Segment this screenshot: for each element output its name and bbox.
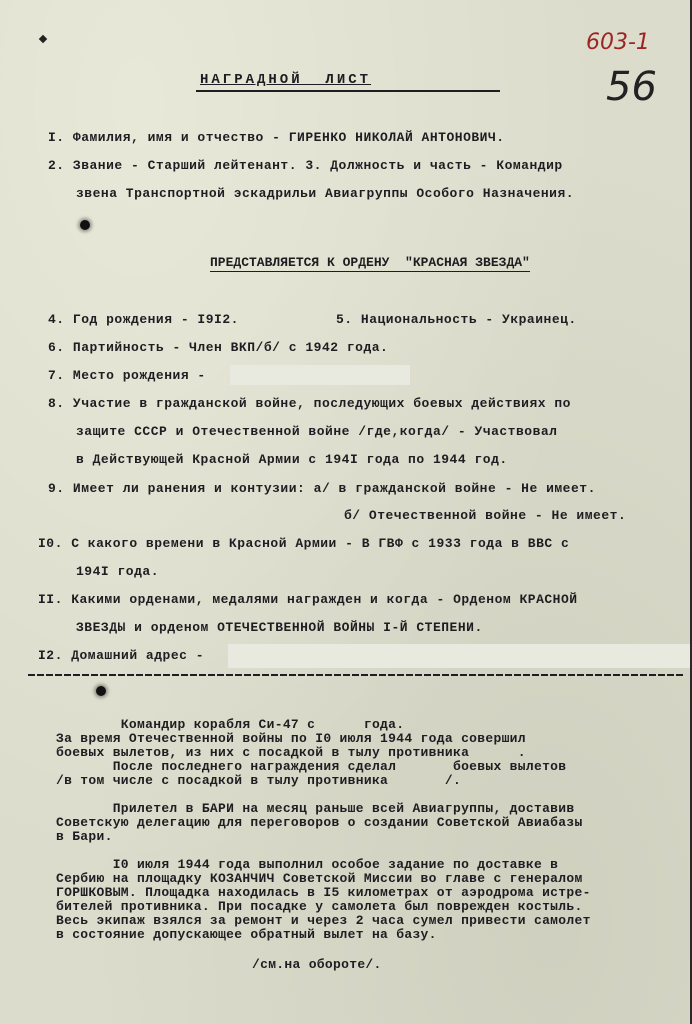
continued-overleaf-note: /см.на обороте/. [252, 957, 382, 972]
text-line: боевых вылетов, из них с посадкой в тылу противника . [56, 745, 526, 760]
field-3-unit: звена Транспортной эскадрильи Авиагруппы Особого Назначения. [76, 186, 575, 201]
text-line: в Бари. [56, 829, 113, 844]
text-line: За время Отечественной войны по I0 июля 1944 года совершил [56, 731, 526, 746]
title-underline [196, 90, 500, 92]
corner-mark [39, 35, 47, 43]
field-2-3-rank-position: 2. Звание - Старший лейтенант. 3. Должность и часть - Командир [48, 158, 563, 173]
field-8-line-1: 8. Участие в гражданской войне, последующих боевых действиях по [48, 396, 571, 411]
archive-code-handwritten: 603-1 [586, 30, 650, 55]
text-line: ГОРШКОВЫМ. Площадка находилась в I5 километрах от аэродрома истре- [56, 885, 591, 900]
field-4-birth-year: 4. Год рождения - I9I2. [48, 312, 239, 327]
text-line: I0 июля 1944 года выполнил особое задание по доставке в [56, 857, 559, 872]
field-1-name: I. Фамилия, имя и отчество - ГИРЕНКО НИКОЛАЙ АНТОНОВИЧ. [48, 130, 505, 145]
field-12-address: I2. Домашний адрес - [38, 648, 205, 663]
text-line: бителей противника. При посадке у самолета был поврежден костыль. [56, 899, 583, 914]
text-line: Советскую делегацию для переговоров о создании Советской Авиабазы [56, 815, 583, 830]
text-line: Командир корабля Си-47 с года. [56, 717, 405, 732]
document-title: НАГРАДНОЙ ЛИСТ [200, 72, 372, 88]
field-11-line-2: ЗВЕЗДЫ и орденом ОТЕЧЕСТВЕННОЙ ВОЙНЫ I-Й СТЕПЕНИ. [76, 620, 483, 635]
text-line: в состояние допускающее обратный вылет на базу. [56, 927, 437, 942]
binding-hole [80, 220, 90, 230]
field-9-line-2: б/ Отечественной войне - Не имеет. [344, 508, 627, 523]
nomination-heading: ПРЕДСТАВЛЯЕТСЯ К ОРДЕНУ "КРАСНАЯ ЗВЕЗДА" [210, 255, 530, 270]
field-6-party: 6. Партийность - Член ВКП/б/ с 1942 года. [48, 340, 389, 355]
text-line: /в том числе с посадкой в тылу противника /. [56, 773, 462, 788]
text-line: Весь экипаж взялся за ремонт и через 2 часа сумел привести самолет [56, 913, 591, 928]
section-separator [28, 674, 684, 676]
sheet-number-handwritten: 56 [606, 64, 657, 110]
binding-hole [96, 686, 106, 696]
service-paragraph-1 [56, 718, 566, 788]
field-10-line-2: 194I года. [76, 564, 160, 579]
text-line: Сербию на площадку КОЗАНЧИЧ Советской Миссии во главе с генералом [56, 871, 583, 886]
field-9-line-1: 9. Имеет ли ранения и контузии: а/ в гражданской войне - Не имеет. [48, 481, 596, 496]
field-8-line-2: защите СССР и Отечественной войне /где,когда/ - Участвовал [76, 424, 558, 439]
service-paragraph-2 [56, 802, 583, 844]
redacted-birthplace [230, 365, 410, 385]
field-10-line-1: I0. С какого времени в Красной Армии - В ГВФ с 1933 года в ВВС с [38, 536, 570, 551]
redacted-address [228, 644, 690, 668]
field-5-nationality: 5. Национальность - Украинец. [336, 312, 577, 327]
field-8-line-3: в Действующей Красной Армии с 194I года по 1944 год. [76, 452, 508, 467]
text-line: Прилетел в БАРИ на месяц раньше всей Авиагруппы, доставив [56, 801, 575, 816]
service-paragraph-3 [56, 858, 591, 942]
field-11-line-1: II. Какими орденами, медалями награжден и когда - Орденом КРАСНОЙ [38, 592, 578, 607]
text-line: После последнего награждения сделал боевых вылетов [56, 759, 567, 774]
field-7-birthplace: 7. Место рождения - [48, 368, 206, 383]
